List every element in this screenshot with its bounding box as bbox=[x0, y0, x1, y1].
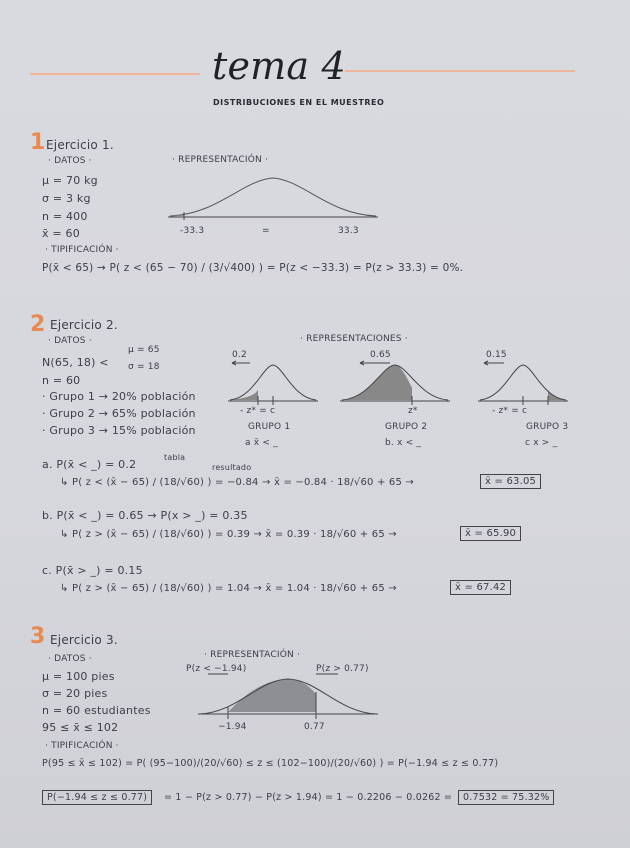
ex1-n: n = 400 bbox=[42, 210, 88, 223]
ex2-c1-sub: a x̄ < _ bbox=[245, 438, 278, 448]
ex3-sigma: σ = 20 pies bbox=[42, 687, 108, 700]
ex2-c-line1: c. P(x̄ > _) = 0.15 bbox=[42, 564, 143, 577]
ex3-n: n = 60 estudiantes bbox=[42, 704, 151, 717]
header-rule-right bbox=[345, 70, 575, 72]
ex3-final-answer: 0.7532 = 75.32% bbox=[458, 790, 554, 805]
ex2-c3-sub: c x > _ bbox=[525, 438, 558, 448]
ex3-range: 95 ≤ x̄ ≤ 102 bbox=[42, 721, 119, 734]
ex2-a-line1: a. P(x̄ < _) = 0.2 bbox=[42, 458, 137, 471]
ex2-curve-2 bbox=[340, 360, 450, 408]
ex2-n-def: N(65, 18) < bbox=[42, 356, 109, 369]
ex3-tick-right: 0.77 bbox=[304, 722, 325, 732]
ex1-tick-eq: = bbox=[262, 226, 270, 236]
ex2-g2: · Grupo 2 → 65% población bbox=[42, 407, 196, 420]
ex3-tip-label: · TIPIFICACIÓN · bbox=[45, 741, 119, 751]
ex1-calc: P(x̄ < 65) → P( z < (65 − 70) / (3/√400) ) = P(z < −33.3) = P(z > 33.3) = 0%. bbox=[42, 262, 464, 274]
header-rule-left bbox=[30, 73, 200, 75]
ex2-datos-label: · DATOS · bbox=[48, 336, 92, 346]
ex1-rep-label: · REPRESENTACIÓN · bbox=[172, 155, 269, 165]
ex2-c-line2: ↳ P( z > (x̄ − 65) / (18/√60) ) = 1.04 → x̄ = 1.04 · 18/√60 + 65 → bbox=[60, 583, 397, 594]
ex1-tick-left: -33.3 bbox=[180, 226, 205, 236]
ex2-resultado-note: resultado bbox=[212, 463, 252, 472]
ex3-datos-label: · DATOS · bbox=[48, 654, 92, 664]
ex1-datos-label: · DATOS · bbox=[48, 156, 92, 166]
ex1-number: 1 bbox=[30, 130, 46, 155]
ex2-c2-sub: b. x < _ bbox=[385, 438, 422, 448]
page-title: tema 4 bbox=[212, 44, 346, 88]
ex3-heading: Ejercicio 3. bbox=[50, 633, 118, 647]
ex2-b-line2: ↳ P( z > (x̄ − 65) / (18/√60) ) = 0.39 → x̄ = 0.39 · 18/√60 + 65 → bbox=[60, 529, 397, 540]
ex3-final-lhs: P(−1.94 ≤ z ≤ 0.77) bbox=[42, 790, 152, 805]
ex2-c3-axis: - z* = c bbox=[492, 406, 528, 416]
ex1-heading: Ejercicio 1. bbox=[46, 138, 114, 152]
ex1-tick-right: 33.3 bbox=[338, 226, 359, 236]
ex3-right-label: P(z > 0.77) bbox=[316, 664, 369, 674]
ex3-final-calc: = 1 − P(z > 0.77) − P(z > 1.94) = 1 − 0.2206 − 0.0262 = bbox=[164, 792, 453, 803]
ex2-g3: · Grupo 3 → 15% población bbox=[42, 424, 196, 437]
ex2-rep-label: · REPRESENTACIONES · bbox=[300, 334, 408, 344]
ex2-g1: · Grupo 1 → 20% población bbox=[42, 390, 196, 403]
ex1-sigma: σ = 3 kg bbox=[42, 192, 91, 205]
ex2-n: n = 60 bbox=[42, 374, 81, 387]
ex3-number: 3 bbox=[30, 624, 46, 649]
ex1-mu: μ = 70 kg bbox=[42, 174, 98, 187]
ex2-c2-label: GRUPO 2 bbox=[385, 422, 428, 432]
page-subtitle: DISTRIBUCIONES EN EL MUESTREO bbox=[213, 98, 385, 107]
ex2-c3-label: GRUPO 3 bbox=[526, 422, 569, 432]
ex1-xbar: x̄ = 60 bbox=[42, 227, 80, 240]
ex2-c3-top: 0.15 bbox=[486, 350, 507, 360]
ex2-sigma: σ = 18 bbox=[128, 362, 160, 372]
ex2-b-line1: b. P(x̄ < _) = 0.65 → P(x > _) = 0.35 bbox=[42, 509, 248, 522]
ex3-tick-left: −1.94 bbox=[218, 722, 247, 732]
ex2-a-line2: ↳ P( z < (x̄ − 65) / (18/√60) ) = −0.84 → x̄ = −0.84 · 18/√60 + 65 → bbox=[60, 477, 414, 488]
ex2-tabla-note: tabla bbox=[164, 453, 186, 462]
ex1-normal-curve bbox=[168, 168, 378, 228]
ex2-c2-axis: z* bbox=[408, 406, 418, 416]
ex2-curve-3 bbox=[478, 360, 568, 408]
ex3-normal-curve bbox=[198, 672, 378, 722]
ex2-c1-label: GRUPO 1 bbox=[248, 422, 291, 432]
ex2-b-answer: x̄ = 65.90 bbox=[460, 526, 521, 541]
ex1-tip-label: · TIPIFICACIÓN · bbox=[45, 245, 119, 255]
ex2-mu: μ = 65 bbox=[128, 345, 160, 355]
ex2-c1-top: 0.2 bbox=[232, 350, 247, 360]
ex3-left-label: P(z < −1.94) bbox=[186, 664, 247, 674]
ex3-rep-label: · REPRESENTACIÓN · bbox=[204, 650, 301, 660]
ex2-a-answer: x̄ = 63.05 bbox=[480, 474, 541, 489]
ex3-mu: μ = 100 pies bbox=[42, 670, 115, 683]
ex2-c-answer: x̄ = 67.42 bbox=[450, 580, 511, 595]
ex2-c2-top: 0.65 bbox=[370, 350, 391, 360]
ex2-heading: Ejercicio 2. bbox=[50, 318, 118, 332]
ex2-number: 2 bbox=[30, 312, 46, 337]
ex3-calc: P(95 ≤ x̄ ≤ 102) = P( (95−100)/(20/√60) ≤ z ≤ (102−100)/(20/√60) ) = P(−1.94 ≤ z ≤ 0.77) bbox=[42, 758, 499, 769]
ex2-c1-axis: - z* = c bbox=[240, 406, 276, 416]
ex2-curve-1 bbox=[228, 360, 318, 408]
